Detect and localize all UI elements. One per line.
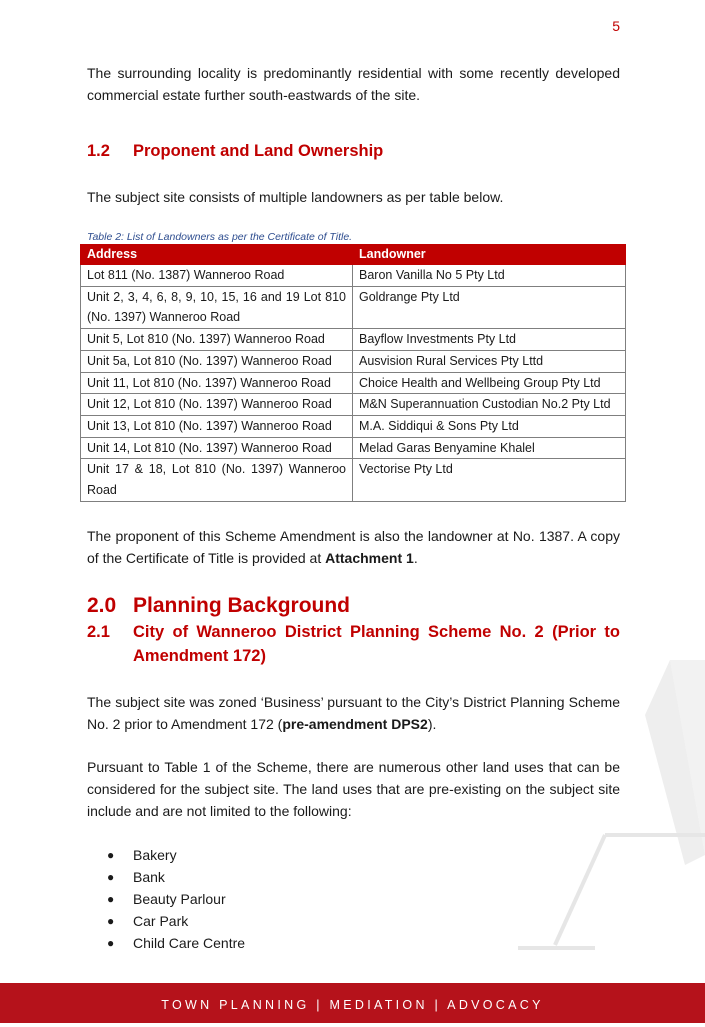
section-1-2-heading xyxy=(87,139,620,163)
landowner-cell: Vectorise Pty Ltd xyxy=(353,459,626,501)
table-row xyxy=(81,265,626,287)
table-row xyxy=(81,415,626,437)
section-title: Proponent and Land Ownership xyxy=(133,142,384,160)
proponent-paragraph xyxy=(87,525,620,569)
list-item xyxy=(87,910,620,932)
section-number: 2.1 xyxy=(87,622,110,641)
list-item xyxy=(87,888,620,910)
address-cell: Unit 17 & 18, Lot 810 (No. 1397) Wanneroo Road xyxy=(81,459,353,501)
list-item-label: Bank xyxy=(133,868,165,885)
address-cell: Unit 2, 3, 4, 6, 8, 9, 10, 15, 16 and 19 Lot 810 (No. 1397) Wanneroo Road xyxy=(81,286,353,328)
list-item-label: Car Park xyxy=(133,912,189,929)
section-title: Planning Background xyxy=(133,593,351,617)
list-item xyxy=(87,932,620,954)
page-content xyxy=(87,62,620,954)
land-use-paragraph: Pursuant to Table 1 of the Scheme, there are numerous other land uses that can be considered for the subject site. The land uses that are pre-existing on the subject site include and are not limited to the following: xyxy=(87,758,620,819)
proponent-suffix: . xyxy=(413,549,418,566)
address-cell: Unit 5, Lot 810 (No. 1397) Wanneroo Road xyxy=(81,329,353,351)
landowners-table xyxy=(80,244,626,502)
table-caption: Table 2: List of Landowners as per the Certificate of Title. xyxy=(87,231,353,243)
table-row xyxy=(81,394,626,416)
landowner-cell: Baron Vanilla No 5 Pty Ltd xyxy=(353,265,626,287)
bullet-icon: ● xyxy=(107,847,115,862)
address-cell: Unit 13, Lot 810 (No. 1397) Wanneroo Road xyxy=(81,415,353,437)
table-row xyxy=(81,329,626,351)
column-header-landowner: Landowner xyxy=(353,245,626,265)
section-number: 1.2 xyxy=(87,142,110,160)
landowner-cell: M.A. Siddiqui & Sons Pty Ltd xyxy=(353,415,626,437)
landowner-cell: Goldrange Pty Ltd xyxy=(353,286,626,328)
list-item xyxy=(87,866,620,888)
bullet-icon: ● xyxy=(107,935,115,950)
table-row xyxy=(81,459,626,501)
bullet-icon: ● xyxy=(107,891,115,906)
landowner-cell: Melad Garas Benyamine Khalel xyxy=(353,437,626,459)
attachment-reference: Attachment 1 xyxy=(325,549,414,566)
landowners-intro-paragraph: The subject site consists of multiple landowners as per table below. xyxy=(87,189,504,205)
landowner-cell: Bayflow Investments Pty Ltd xyxy=(353,329,626,351)
footer-banner: TOWN PLANNING | MEDIATION | ADVOCACY xyxy=(0,983,705,1023)
list-item-label: Child Care Centre xyxy=(133,934,246,951)
list-item xyxy=(87,844,620,866)
zoning-text: The subject site was zoned ‘Business’ pursuant to the City’s District Planning Scheme No. 2 prior to Amendment 172 ( xyxy=(87,693,620,732)
proponent-text: The proponent of this Scheme Amendment is also the landowner at No. 1387. A copy of the Certificate of Title is provided at xyxy=(87,527,620,566)
landowner-cell: M&N Superannuation Custodian No.2 Pty Ltd xyxy=(353,394,626,416)
table-header-row xyxy=(81,245,626,265)
address-cell: Lot 811 (No. 1387) Wanneroo Road xyxy=(81,265,353,287)
section-number: 2.0 xyxy=(87,593,117,617)
land-use-list xyxy=(87,844,620,954)
address-cell: Unit 5a, Lot 810 (No. 1397) Wanneroo Road xyxy=(81,350,353,372)
table-row xyxy=(81,286,626,328)
bullet-icon: ● xyxy=(107,869,115,884)
table-row xyxy=(81,372,626,394)
column-header-address: Address xyxy=(81,245,353,265)
list-item-label: Bakery xyxy=(133,846,177,863)
page-number: 5 xyxy=(612,18,620,34)
address-cell: Unit 14, Lot 810 (No. 1397) Wanneroo Road xyxy=(81,437,353,459)
pre-amendment-term: pre-amendment DPS2 xyxy=(282,715,428,732)
bullet-icon: ● xyxy=(107,913,115,928)
table-row xyxy=(81,437,626,459)
zoning-suffix: ). xyxy=(427,715,437,732)
landowner-cell: Ausvision Rural Services Pty Lttd xyxy=(353,350,626,372)
section-2-1-heading xyxy=(87,620,620,668)
section-2-0-heading xyxy=(87,593,620,619)
landowner-cell: Choice Health and Wellbeing Group Pty Ltd xyxy=(353,372,626,394)
list-item-label: Beauty Parlour xyxy=(133,890,226,907)
section-title: City of Wanneroo District Planning Scheme No. 2 (Prior to Amendment 172) xyxy=(133,622,620,665)
address-cell: Unit 11, Lot 810 (No. 1397) Wanneroo Road xyxy=(81,372,353,394)
address-cell: Unit 12, Lot 810 (No. 1397) Wanneroo Road xyxy=(81,394,353,416)
table-row xyxy=(81,350,626,372)
intro-paragraph: The surrounding locality is predominantly residential with some recently developed commercial estate further south-eastwards of the site. xyxy=(87,65,620,103)
zoning-paragraph xyxy=(87,691,620,735)
